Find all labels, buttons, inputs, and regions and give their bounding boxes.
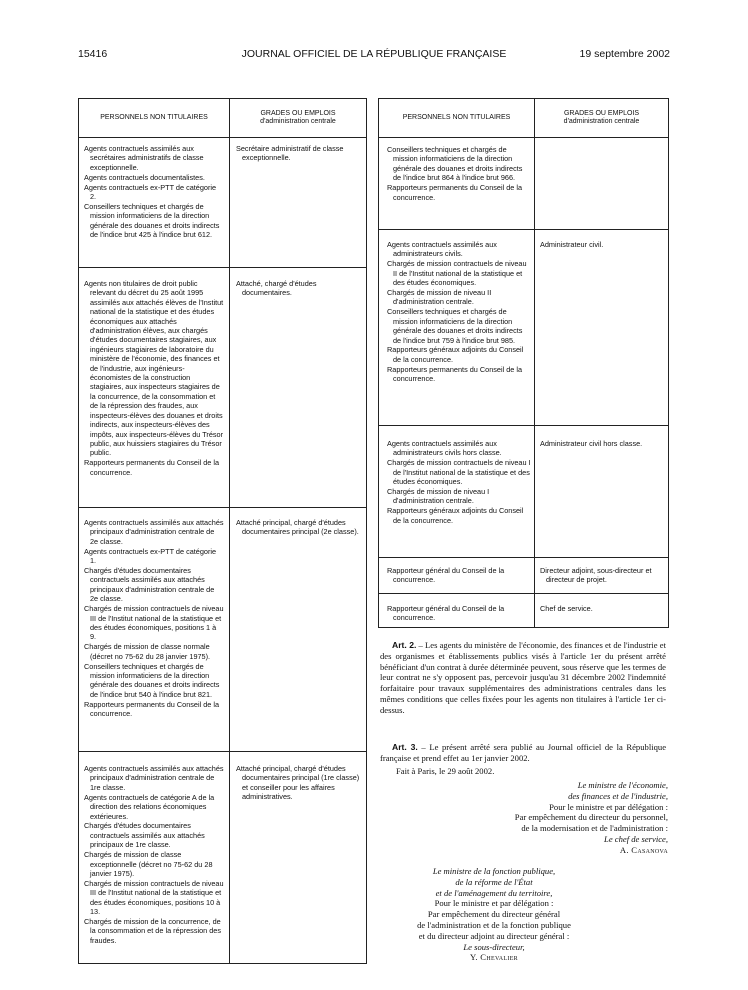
table-row-personnels: Agents contractuels assimilés aux administrateurs civils. Chargés de mission contractuels de niveau II de l'Institut national de la statistique et des études économiques. Chargés de mission de niveau II d'administration centrale. Conseillers techniques et chargés de mission informaticiens de la direction générale des douanes et droits indirects de l'indice brut 759 à l'indice brut 985. Rapporteurs généraux adjoints du Conseil de la concurrence. Rapporteurs permanents du Conseil de la concurrence. xyxy=(387,240,527,384)
table-row-grade: Attaché principal, chargé d'études documentaires principal (2e classe). xyxy=(236,518,359,537)
column-divider xyxy=(534,99,535,627)
table-row-grade: Administrateur civil. xyxy=(540,240,604,249)
publication-date: 19 septembre 2002 xyxy=(579,48,670,60)
table-row-personnels: Conseillers techniques et chargés de mission informaticiens de la direction générale des douanes et droits indirects de l'indice brut 864 à l'indice brut 966. Rapporteurs permanents du Conseil de la concurrence. xyxy=(387,145,523,202)
table-row-personnels: Agents contractuels assimilés aux attachés principaux d'administration centrale de 2e classe. Agents contractuels ex-PTT de catégorie 1. Chargés d'études documentaires contractuels assimilés aux attachés principaux d'administration centrale de 2e classe. Chargés de mission contractuels de niveau III de l'Institut national de la statistique et des études économiques, positions 1 à 9. Chargés de mission de classe normale (décret no 75-62 du 28 janvier 1975). Conseillers techniques et chargés de mission informaticiens de la direction générale des douanes et droits indirects de l'indice brut 540 à l'indice brut 821. Rapporteurs permanents du Conseil de la concurrence. xyxy=(84,518,224,719)
table-row-grade: Secrétaire administratif de classe exceptionnelle. xyxy=(236,144,344,163)
right-grade-table xyxy=(378,98,669,628)
left-grade-table xyxy=(78,98,367,964)
header-personnels: PERSONNELS NON TITULAIRES xyxy=(402,114,511,121)
row-divider xyxy=(379,425,668,426)
row-divider xyxy=(79,507,366,508)
table-row-grade: Chef de service. xyxy=(540,604,593,613)
article-label: Art. 3. xyxy=(392,742,418,752)
table-row-grade: Attaché, chargé d'études documentaires. xyxy=(236,279,317,298)
page-number: 15416 xyxy=(78,48,108,60)
table-header xyxy=(79,99,366,138)
article-text: – Le présent arrêté sera publié au Journal officiel de la République française et prend effet au 1er janvier 2002. xyxy=(380,742,667,763)
header-grades: GRADES OU EMPLOIS d'administration centrale xyxy=(563,110,640,125)
table-row-grade: Attaché principal, chargé d'études documentaires principal (1re classe) et conseiller pour les affaires administratives. xyxy=(236,764,360,802)
table-row-grade: Administrateur civil hors classe. xyxy=(540,439,643,448)
table-row-grade: Directeur adjoint, sous-directeur et directeur de projet. xyxy=(540,566,652,585)
table-row-personnels: Agents contractuels assimilés aux secrétaires administratifs de classe exceptionnelle. Agents contractuels documentalistes. Agents contractuels ex-PTT de catégorie 2. Conseillers techniques et chargés de mission informaticiens de la direction générale des douanes et droits indirects de l'indice brut 425 à l'indice brut 612. xyxy=(84,144,220,240)
table-row-personnels: Agents contractuels assimilés aux administrateurs civils hors classe. Chargés de mission contractuels de niveau I de l'Institut national de la statistique et des études économiques. Chargés de mission de niveau I d'administration centrale. Rapporteurs généraux adjoints du Conseil de la concurrence. xyxy=(387,439,531,525)
page-header xyxy=(78,48,670,68)
header-grades: GRADES OU EMPLOIS d'administration centrale xyxy=(260,110,336,125)
article-2 xyxy=(380,640,666,716)
table-row-personnels: Rapporteur général du Conseil de la concurrence. xyxy=(387,604,505,623)
table-row-personnels: Rapporteur général du Conseil de la concurrence. xyxy=(387,566,505,585)
article-3 xyxy=(380,742,666,764)
column-divider xyxy=(229,99,230,963)
signature-block-fonction-publique: Le ministre de la fonction publique, de la réforme de l'État et de l'aménagement du territoire, Pour le ministre et par délégation : Par empêchement du directeur général de l'administration et de la fonction publique et du directeur adjoint au directeur général : Le sous-directeur, Y. Chevalier xyxy=(417,866,571,963)
table-row-personnels: Agents contractuels assimilés aux attachés principaux d'administration centrale de 1re classe. Agents contractuels de catégorie A de la direction des relations économiques extérieures. Chargés d'études documentaires contractuels assimilés aux attachés principaux de 1re classe. Chargés de mission de classe exceptionnelle (décret no 75-62 du 28 janvier 1975). Chargés de mission contractuels de niveau III de l'Institut national de la statistique et des études économiques, positions 10 à 13. Chargés de mission de la concurrence, de la consommation et de la répression des fraudes. xyxy=(84,764,224,945)
row-divider xyxy=(379,229,668,230)
header-personnels: PERSONNELS NON TITULAIRES xyxy=(100,114,208,121)
place-date: Fait à Paris, le 29 août 2002. xyxy=(396,766,495,776)
table-row-personnels: Agents non titulaires de droit public relevant du décret du 25 août 1995 assimilés aux attachés élèves de l'Institut national de la statistique et des études économiques aux attachés d'administration élèves, aux chargés d'études documentaires stagiaires, aux ingénieurs stagiaires de laboratoire du ministère de l'économie, des finances et de l'industrie, aux ingénieurs-économistes de la construction stagiaires, aux inspecteurs stagiaires de la concurrence, de la consommation et de la répression des fraudes, aux inspecteurs-élèves des douanes et droits indirects, aux inspecteurs-élèves des impôts, aux inspecteurs-élèves du Trésor public, aux huissiers stagiaires du Trésor public. Rapporteurs permanents du Conseil de la concurrence. xyxy=(84,279,224,477)
row-divider xyxy=(79,267,366,268)
row-divider xyxy=(379,593,668,594)
article-label: Art. 2. xyxy=(392,640,417,650)
row-divider xyxy=(79,751,366,752)
article-text: – Les agents du ministère de l'économie, des finances et de l'industrie et des organismes et établissements publics visés à l'article 1er du présent arrêté bénéficiant d'un contrat à durée déterminée peuvent, sous réserve que les termes de leur contrat ne s'y opposent pas, percevoir jusqu'au 31 décembre 2002 l'indemnité forfaitaire pour travaux supplémentaires des administrations centrales dans les mêmes conditions que celles fixées pour les agents non titulaires à l'article 1er ci-dessus. xyxy=(380,640,666,715)
signature-block-economie: Le ministre de l'économie, des finances et de l'industrie, Pour le ministre et par délégation : Par empêchement du directeur du personnel, de la modernisation et de l'administration : Le chef de service, A. Casanova xyxy=(514,780,668,855)
table-header xyxy=(379,99,668,138)
row-divider xyxy=(379,557,668,558)
journal-title: JOURNAL OFFICIEL DE LA RÉPUBLIQUE FRANÇAISE xyxy=(241,48,507,60)
